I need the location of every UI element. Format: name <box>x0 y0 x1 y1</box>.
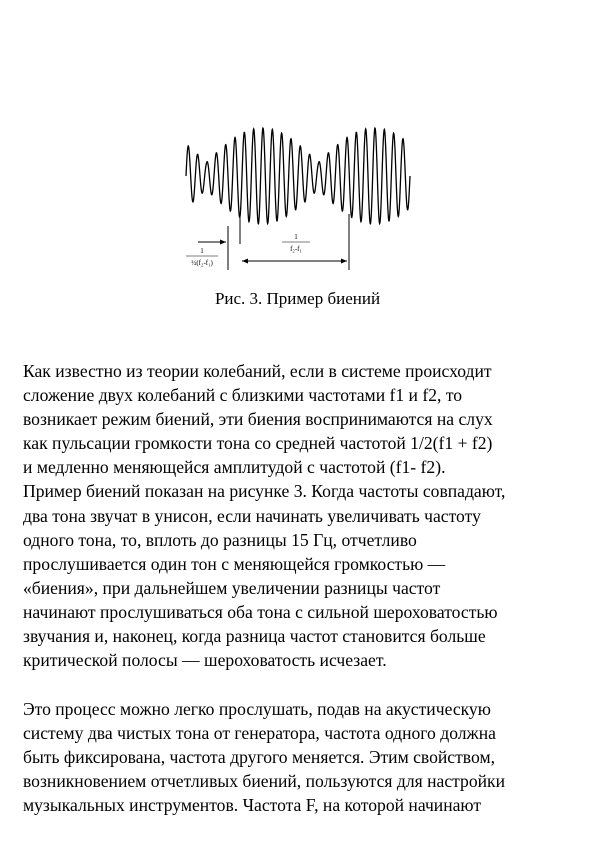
paragraph-line: начинают прослушиваться оба тона с сильной шероховатостью <box>23 601 498 622</box>
label-left-numerator: 1 <box>200 247 204 255</box>
label-right-denominator: f₂-f₁ <box>290 245 302 253</box>
paragraph-line: как пульсации громкости тона со средней частотой 1/2(f1 + f2) <box>23 433 493 454</box>
beats-figure <box>178 118 418 278</box>
figure-caption: Рис. 3. Пример биений <box>214 289 381 308</box>
paragraph-line: Это процесс можно легко прослушать, подав на акустическую <box>23 699 491 719</box>
paragraph-line: «биения», при дальнейшем увеличении разницы частот <box>23 577 441 598</box>
beats-waveform-diagram <box>178 118 418 278</box>
paragraph-line: Пример биений показан на рисунке 3. Когда частоты совпадают, <box>23 481 506 502</box>
label-left-denominator: ½(f₂-f₁) <box>191 259 213 267</box>
paragraph-line: сложение двух колебаний с близкими частотами f1 и f2, то <box>23 385 463 406</box>
paragraph-line: Как известно из теории колебаний, если в системе происходит <box>23 361 492 381</box>
paragraph-line: одного тона, то, вплоть до разницы 15 Гц, отчетливо <box>23 529 417 550</box>
paragraph-line: музыкальных инструментов. Частота F, на которой начинают <box>23 795 482 816</box>
paragraph-line: систему два чистых тона от генератора, частота одного должна <box>23 723 496 744</box>
arrowhead-left <box>220 240 226 245</box>
arrowhead-right-b <box>341 259 347 264</box>
paragraph-line: критической полосы — шероховатость исчезает. <box>23 650 387 671</box>
arrowhead-right-a <box>242 259 248 264</box>
paragraph-line: два тона звучат в унисон, если начинать увеличивать частоту <box>23 505 481 526</box>
paragraph-line: возникает режим биений, эти биения воспринимаются на слух <box>23 409 493 430</box>
paragraph-line: прослушивается один тон с меняющейся громкостью — <box>23 553 446 574</box>
paragraph-1 <box>23 359 583 672</box>
beats-waveform <box>186 128 410 224</box>
paragraph-line: звучания и, наконец, когда разница частот становится больше <box>23 626 486 647</box>
paragraph-line: возникновением отчетливых биений, пользуются для настройки <box>23 771 506 792</box>
paragraph-line: быть фиксирована, частота другого меняется. Этим свойством, <box>23 747 495 768</box>
paragraph-2 <box>23 697 583 817</box>
paragraph-line: и медленно меняющейся амплитудой с частотой (f1- f2). <box>23 457 446 478</box>
label-right-numerator: 1 <box>294 233 298 241</box>
